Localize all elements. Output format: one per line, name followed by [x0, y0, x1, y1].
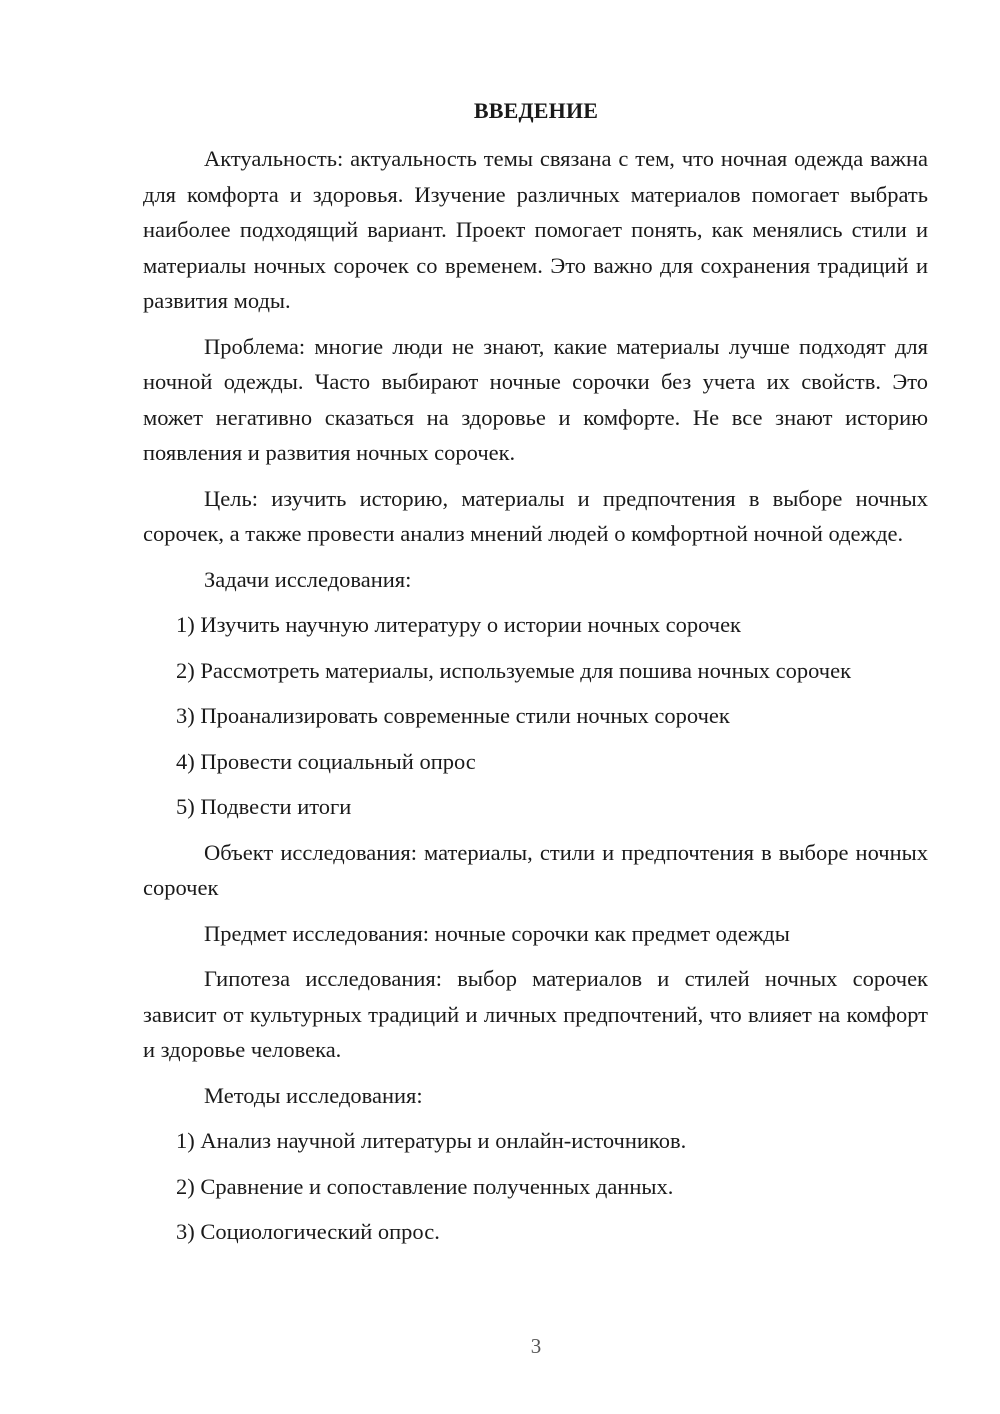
problem-paragraph: Проблема: многие люди не знают, какие материалы лучше подходят для ночной одежды. Часто выбирают ночные сорочки без учета их свойств. Это может негативно сказаться на здоровье и комфорте. Не все знают историю появления и развития ночных сорочек.: [143, 333, 928, 465]
tasks-list-item: 2) Рассмотреть материалы, используемые для пошива ночных сорочек: [176, 657, 851, 683]
methods-heading: Методы исследования:: [204, 1082, 423, 1108]
methods-list: [143, 1123, 928, 1250]
methods-list-item: 2) Сравнение и сопоставление полученных данных.: [176, 1173, 674, 1199]
tasks-list-item: 5) Подвести итоги: [176, 794, 352, 819]
page-content: [143, 141, 928, 1260]
subject-paragraph: Предмет исследования: ночные сорочки как предмет одежды: [204, 920, 790, 946]
tasks-list-item: 1) Изучить научную литературу о истории ночных сорочек: [176, 612, 741, 637]
page-number: 3: [530, 1334, 542, 1358]
tasks-list: [143, 607, 928, 825]
tasks-list-item: 4) Провести социальный опрос: [176, 748, 476, 774]
goal-paragraph: Цель: изучить историю, материалы и предпочтения в выборе ночных сорочек, а также провести анализ мнений людей о комфортной ночной одежде.: [143, 485, 928, 546]
methods-list-item: 3) Социологический опрос.: [176, 1219, 440, 1244]
tasks-list-item: 3) Проанализировать современные стили ночных сорочек: [176, 703, 730, 728]
page-title: ВВЕДЕНИЕ: [473, 98, 599, 123]
relevance-paragraph: Актуальность: актуальность темы связана с тем, что ночная одежда важна для комфорта и здоровья. Изучение различных материалов помогает выбрать наиболее подходящий вариант. Проект помогает понять, как менялись стили и материалы ночных сорочек со временем. Это важно для сохранения традиций и развития моды.: [143, 146, 928, 313]
object-paragraph: Объект исследования: материалы, стили и предпочтения в выборе ночных сорочек: [143, 839, 928, 900]
tasks-heading: Задачи исследования:: [204, 566, 412, 592]
hypothesis-paragraph: Гипотеза исследования: выбор материалов и стилей ночных сорочек зависит от культурных традиций и личных предпочтений, что влияет на комфорт и здоровье человека.: [143, 966, 928, 1062]
methods-list-item: 1) Анализ научной литературы и онлайн-источников.: [176, 1128, 687, 1153]
